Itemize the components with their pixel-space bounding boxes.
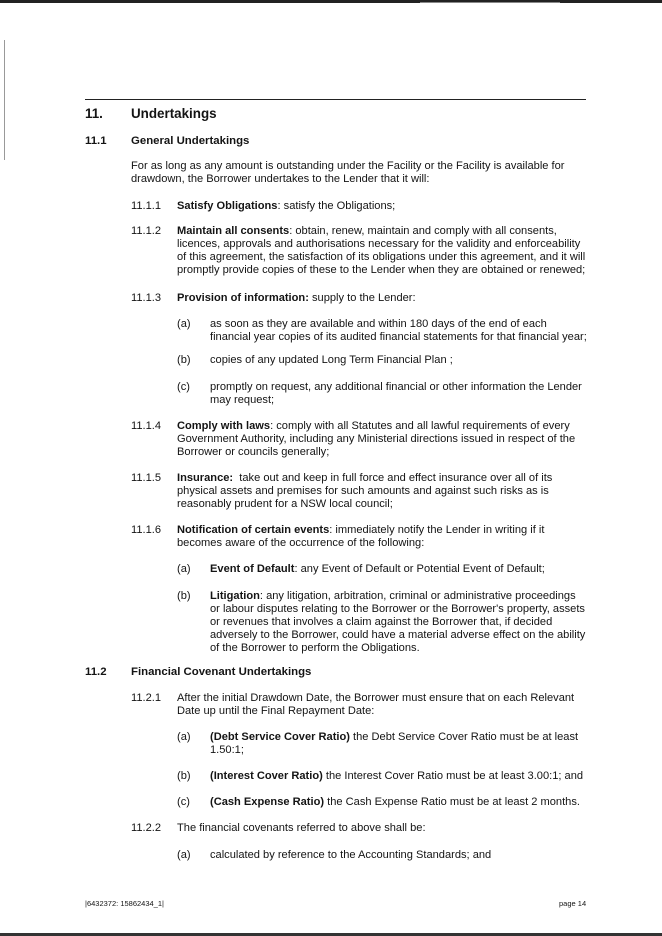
item-line: of the Borrower to perform the Obligations. — [210, 642, 420, 654]
document-reference: |6432372: 15862434_1| — [85, 899, 164, 908]
item-label: (a) — [177, 731, 191, 743]
clause-number: 11.1.4 — [131, 420, 162, 432]
item-line: may request; — [210, 394, 275, 406]
clause-line: Date up until the Final Repayment Date: — [177, 705, 375, 717]
clause-text — [177, 225, 557, 238]
item-label: (a) — [177, 849, 191, 861]
clause-rest: take out and keep in full force and effect insurance over all of its — [233, 472, 553, 484]
intro-line: drawdown, the Borrower undertakes to the Lender that it will: — [131, 173, 430, 185]
item-line: 1.50:1; — [210, 744, 244, 756]
item-rest: the Cash Expense Ratio must be at least 2 months. — [324, 796, 580, 808]
section-number: 11. — [85, 106, 103, 121]
item-text — [210, 563, 545, 576]
clause-line: licences, approvals and authorisations necessary for the validity and enforceability — [177, 238, 581, 250]
item-rest: : any litigation, arbitration, criminal or administrative proceedings — [259, 590, 576, 602]
section-rule — [85, 99, 586, 100]
clause-line: promptly provide copies of these to the Lender when they are obtained or renewed; — [177, 264, 586, 276]
clause-text — [177, 292, 416, 305]
item-rest: the Debt Service Cover Ratio must be at least — [349, 731, 579, 743]
clause-line: of this agreement, the satisfaction of its obligations under this agreement, and it will — [177, 251, 586, 263]
item-text — [210, 770, 583, 783]
item-line: or revenues that involves a claim against the Borrower that, if decided — [210, 616, 553, 628]
subsection-title: General Undertakings — [131, 135, 250, 147]
item-rest: : any Event of Default or Potential Event of Default; — [294, 563, 545, 575]
clause-text — [177, 472, 552, 485]
item-line: financial year copies of its audited financial statements for that financial year; — [210, 331, 587, 343]
item-rest: the Interest Cover Ratio must be at least 3.00:1; and — [322, 770, 584, 782]
clause-line: becomes aware of the occurrence of the following: — [177, 537, 425, 549]
item-term: Litigation — [210, 590, 260, 602]
item-line: adversely to the Borrower, could have a material adverse effect on the ability — [210, 629, 586, 641]
intro-line: For as long as any amount is outstanding under the Facility or the Facility is available for — [131, 160, 565, 172]
item-term: (Cash Expense Ratio) — [210, 796, 325, 808]
clause-text — [177, 200, 395, 213]
clause-line: Government Authority, including any Ministerial directions issued in respect of the — [177, 433, 576, 445]
item-term: (Debt Service Cover Ratio) — [210, 731, 350, 743]
scan-edge-left — [4, 40, 5, 160]
clause-line: reasonably prudent for a NSW local council; — [177, 498, 393, 510]
item-label: (b) — [177, 590, 191, 602]
clause-term: Satisfy Obligations — [177, 200, 278, 212]
page-number: page 14 — [559, 899, 587, 908]
clause-rest: : satisfy the Obligations; — [277, 200, 396, 212]
item-label: (a) — [177, 563, 191, 575]
item-text — [210, 590, 576, 603]
subsection-number: 11.2 — [85, 666, 107, 678]
clause-text — [177, 524, 544, 537]
clause-number: 11.1.6 — [131, 524, 162, 536]
clause-term: Provision of information: — [177, 292, 309, 304]
clause-line: The financial covenants referred to above shall be: — [177, 822, 426, 834]
subsection-title: Financial Covenant Undertakings — [131, 666, 312, 678]
item-label: (b) — [177, 770, 191, 782]
scan-edge-top — [0, 0, 662, 3]
item-text — [210, 796, 580, 809]
item-line: calculated by reference to the Accounting Standards; and — [210, 849, 492, 861]
clause-rest: : comply with all Statutes and all lawful requirements of every — [270, 420, 570, 432]
item-label: (b) — [177, 354, 191, 366]
item-line: promptly on request, any additional financial or other information the Lender — [210, 381, 582, 393]
clause-term: Insurance: — [177, 472, 234, 484]
clause-term: Maintain all consents — [177, 225, 290, 237]
clause-rest: : immediately notify the Lender in writing if it — [329, 524, 545, 536]
clause-rest: : obtain, renew, maintain and comply with all consents, — [289, 225, 557, 237]
scan-edge-top-mark — [420, 2, 560, 3]
clause-term: Notification of certain events — [177, 524, 330, 536]
clause-line: physical assets and premises for such amounts and against such risks as is — [177, 485, 549, 497]
item-term: (Interest Cover Ratio) — [210, 770, 323, 782]
item-term: Event of Default — [210, 563, 295, 575]
item-text — [210, 731, 578, 744]
item-line: or labour disputes relating to the Borrower or the Borrower's property, assets — [210, 603, 585, 615]
item-label: (c) — [177, 381, 190, 393]
clause-line: Borrower or councils generally; — [177, 446, 330, 458]
clause-term: Comply with laws — [177, 420, 271, 432]
clause-rest: supply to the Lender: — [308, 292, 416, 304]
clause-text — [177, 420, 570, 433]
section-title: Undertakings — [131, 106, 217, 121]
item-line: as soon as they are available and within 180 days of the end of each — [210, 318, 547, 330]
clause-number: 11.2.2 — [131, 822, 162, 834]
clause-number: 11.1.5 — [131, 472, 162, 484]
clause-line: After the initial Drawdown Date, the Borrower must ensure that on each Relevant — [177, 692, 575, 704]
clause-number: 11.1.2 — [131, 225, 162, 237]
clause-number: 11.1.1 — [131, 200, 162, 212]
item-label: (a) — [177, 318, 191, 330]
clause-number: 11.2.1 — [131, 692, 162, 704]
item-label: (c) — [177, 796, 190, 808]
clause-number: 11.1.3 — [131, 292, 162, 304]
subsection-number: 11.1 — [85, 135, 107, 147]
item-line: copies of any updated Long Term Financial Plan ; — [210, 354, 453, 366]
